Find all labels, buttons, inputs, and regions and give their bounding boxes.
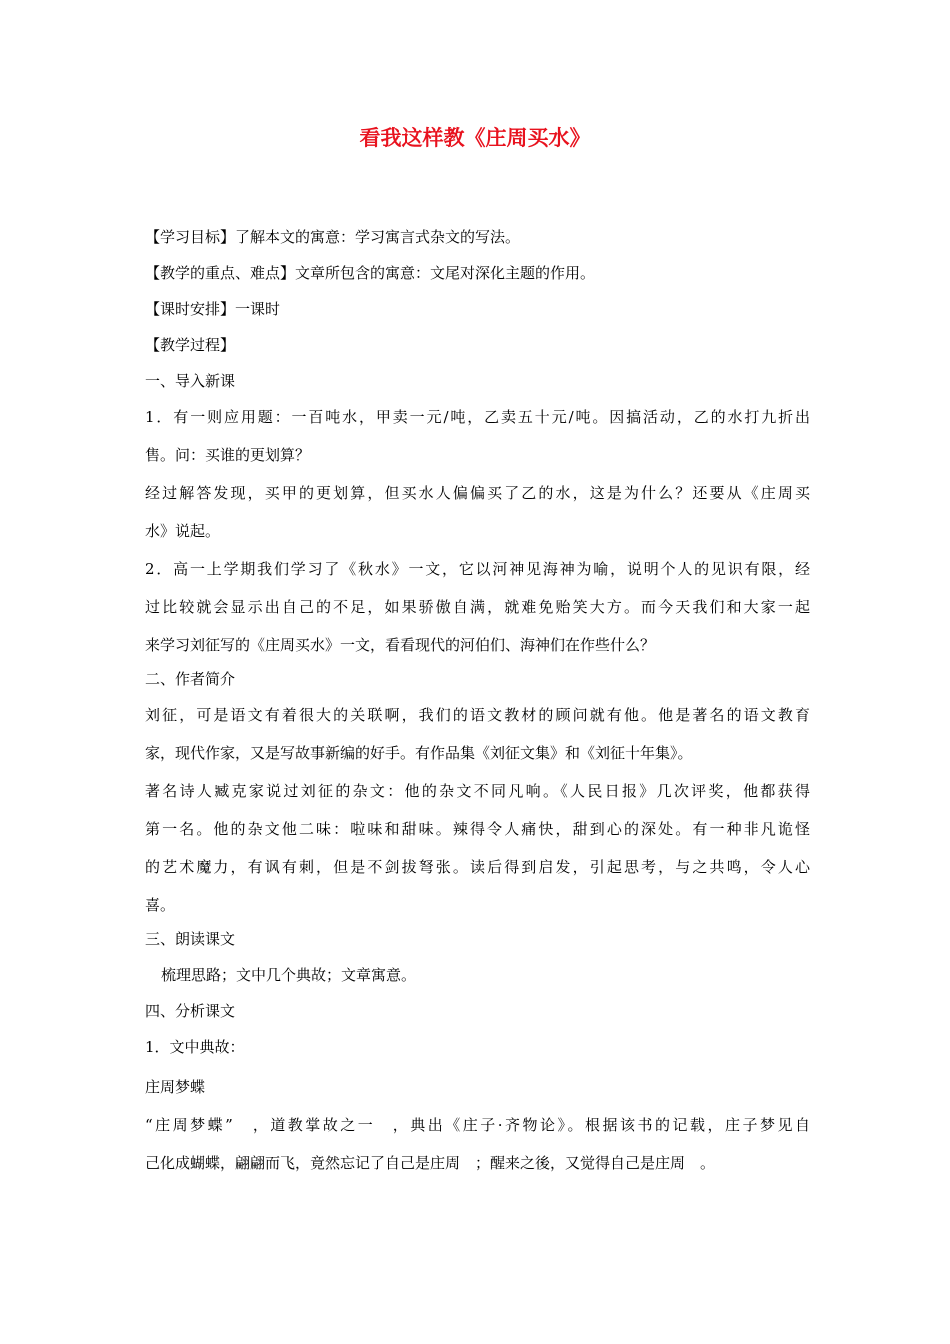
paragraph-line: 著名诗人臧克家说过刘征的杂文：他的杂文不同凡响。《人民日报》几次评奖，他都获得	[145, 782, 810, 800]
paragraph-line: 售。问：买谁的更划算？	[145, 446, 311, 464]
paragraph-line: 梳理思路；文中几个典故；文章寓意。	[161, 966, 417, 984]
paragraph-line: 刘征，可是语文有着很大的关联啊，我们的语文教材的顾问就有他。他是著名的语文教育	[145, 706, 810, 724]
process-heading: 【教学过程】	[145, 336, 236, 354]
paragraph-line: 经过解答发现，买甲的更划算，但买水人偏偏买了乙的水，这是为什么？还要从《庄周买	[145, 484, 810, 502]
paragraph-line: 喜。	[145, 896, 176, 914]
document-body	[145, 222, 810, 1182]
paragraph-line: 第一名。他的杂文他二味：啦味和甜味。辣得令人痛快，甜到心的深处。有一种非凡诡怪	[145, 820, 810, 838]
section-heading-2: 二、作者简介	[145, 670, 236, 688]
section-heading-1: 一、导入新课	[145, 372, 236, 390]
paragraph-line: 1．文中典故：	[145, 1038, 245, 1056]
paragraph-line: 2．高一上学期我们学习了《秋水》一文，它以河神见海神为喻，说明个人的见识有限，经	[145, 560, 810, 578]
subheading-line: 庄周梦蝶	[145, 1078, 206, 1096]
paragraph-line: 己化成蝴蝶，翩翩而飞，竟然忘记了自己是庄周 ；醒来之後，又觉得自己是庄周 。	[145, 1154, 716, 1172]
paragraph-line: 1．有一则应用题：一百吨水，甲卖一元/吨，乙卖五十元/吨。因搞活动，乙的水打九折出	[145, 408, 810, 426]
paragraph-line: “庄周梦蝶” ，道教掌故之一 ，典出《庄子·齐物论》。根据该书的记载，庄子梦见自	[145, 1116, 810, 1134]
paragraph-line: 水》说起。	[145, 522, 221, 540]
key-points-line: 【教学的重点、难点】文章所包含的寓意：文尾对深化主题的作用。	[145, 264, 596, 282]
page-title: 看我这样教《庄周买水》	[359, 126, 591, 150]
schedule-line: 【课时安排】一课时	[145, 300, 281, 318]
paragraph-line: 的艺术魔力，有讽有刺，但是不剑拔弩张。读后得到启发，引起思考，与之共鸣，令人心	[145, 858, 810, 876]
paragraph-line: 家，现代作家，又是写故事新编的好手。有作品集《刘征文集》和《刘征十年集》。	[145, 744, 693, 762]
paragraph-line: 来学习刘征写的《庄周买水》一文，看看现代的河伯们、海神们在作些什么？	[145, 636, 656, 654]
section-heading-4: 四、分析课文	[145, 1002, 236, 1020]
section-heading-3: 三、朗读课文	[145, 930, 236, 948]
learning-goal-line: 【学习目标】了解本文的寓意：学习寓言式杂文的写法。	[145, 228, 521, 246]
paragraph-line: 过比较就会显示出自己的不足，如果骄傲自满，就难免贻笑大方。而今天我们和大家一起	[145, 598, 810, 616]
